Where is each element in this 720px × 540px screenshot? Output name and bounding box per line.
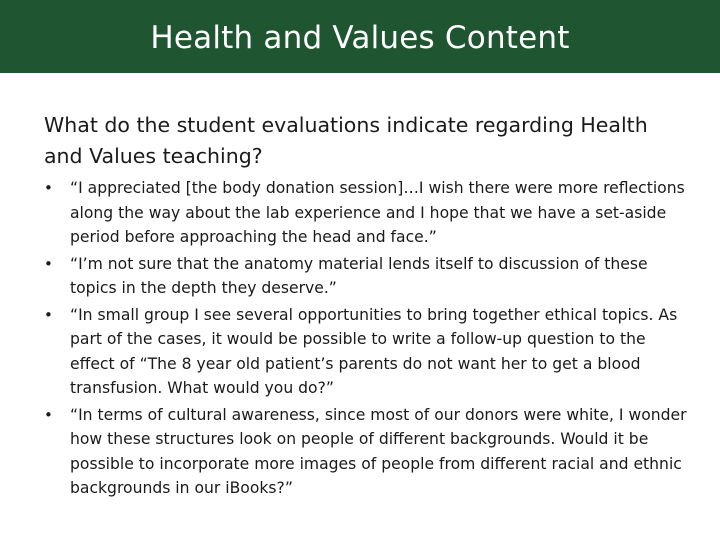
bullet-item (44, 176, 694, 250)
bullet-text: “In small group I see several opportunities to bring together ethical topics. As part of the cases, it would be possible to write a follow-up question to the effect of “The 8 year old patient’s parents do not want her to get a blood transfusion. What would you do?” (70, 305, 678, 397)
bullet-item (44, 252, 694, 301)
bullet-icon: • (44, 254, 53, 273)
title-bar (0, 0, 720, 73)
bullet-icon: • (44, 405, 53, 424)
bullet-list (44, 176, 694, 503)
bullet-item (44, 303, 694, 401)
slide-title: Health and Values Content (150, 19, 570, 56)
question-text: What do the student evaluations indicate regarding Health and Values teaching? (44, 113, 648, 168)
bullet-text: “I appreciated [the body donation session]…I wish there were more reflections along the way about the lab experience and I hope that we have a set-aside period before approaching the head and face.” (70, 179, 685, 246)
bullet-icon: • (44, 179, 53, 197)
bullet-text: “In terms of cultural awareness, since most of our donors were white, I wonder how these structures look on people of different backgrounds. Would it be possible to incorporate more images of people from different racial and ethnic backgrounds in our iBooks?” (70, 405, 687, 497)
bullet-text: “I’m not sure that the anatomy material lends itself to discussion of these topics in the depth they deserve.” (70, 254, 648, 297)
bullet-item (44, 403, 694, 501)
bullet-icon: • (44, 305, 53, 324)
